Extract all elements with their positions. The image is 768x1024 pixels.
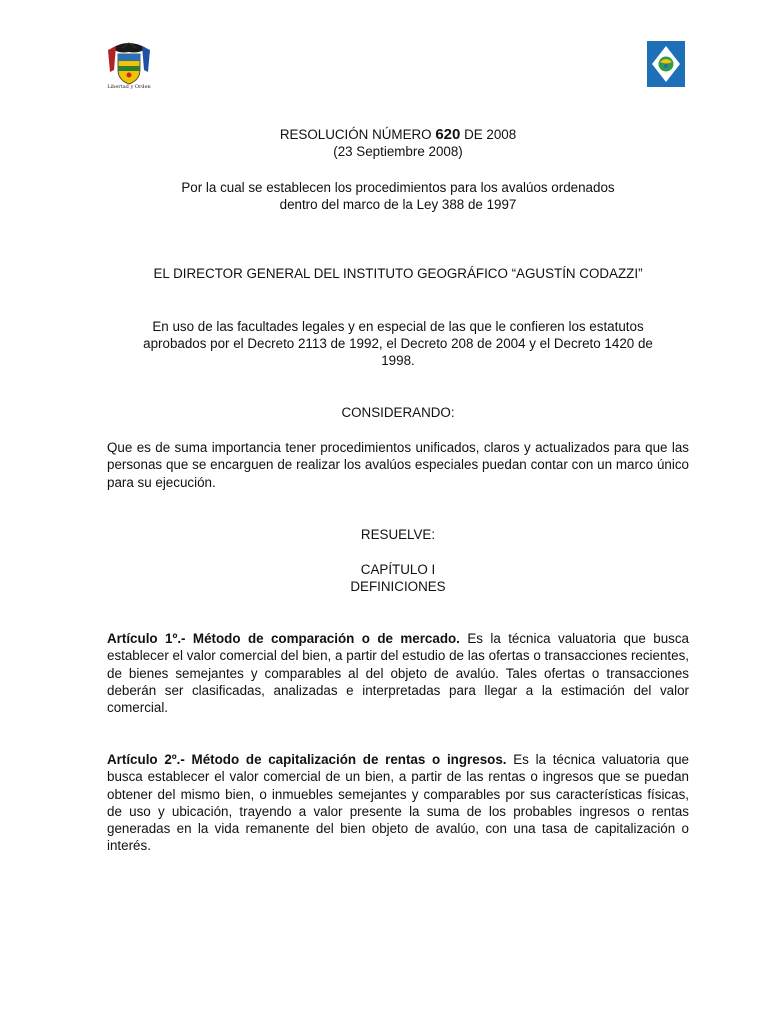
resolution-number: 620 (435, 126, 461, 143)
resolution-date: (23 Septiembre 2008) (333, 144, 463, 159)
subject-line-1: Por la cual se establecen los procedimientos para los avalúos ordenados (181, 180, 615, 195)
director-heading: EL DIRECTOR GENERAL DEL INSTITUTO GEOGRÁFICO “AGUSTÍN CODAZZI” (153, 266, 643, 281)
igac-logo-icon (647, 41, 685, 87)
chapter-number: CAPÍTULO I (360, 562, 436, 577)
chapter-heading (100, 561, 696, 595)
resolution-subject (100, 179, 696, 213)
considerando-heading: CONSIDERANDO: (341, 405, 455, 420)
considerando-paragraph: Que es de suma importancia tener procedimientos unificados, claros y actualizados para que las personas que se encarguen de realizar los avalúos especiales puedan contar con un marco único para su ejecución. (107, 440, 689, 490)
article-heading: Artículo 1º.- Método de comparación o de mercado. (107, 631, 460, 646)
article-1 (107, 630, 689, 716)
resuelve-heading: RESUELVE: (360, 527, 436, 542)
article-2 (107, 751, 689, 855)
powers-line-3: 1998. (381, 353, 415, 368)
title-suffix: DE 2008 (460, 127, 517, 142)
resolution-title (100, 126, 696, 160)
powers-paragraph (100, 318, 696, 369)
article-heading: Artículo 2º.- Método de capitalización de rentas o ingresos. (107, 752, 507, 767)
powers-line-2: aprobados por el Decreto 2113 de 1992, el Decreto 208 de 2004 y el Decreto 1420 de (143, 336, 653, 351)
article-text: Es la técnica valuatoria que busca establecer el valor comercial de un bien, a partir de las rentas o ingresos que se puedan obtener del mismo bien, o inmuebles semejantes y comparables por sus características físicas, de uso y ubicación, trayendo a valor presente la suma de los probables ingresos o rentas generadas en la vida remanente del bien objeto de avalúo, con una tasa de capitalización o interés. (107, 752, 689, 854)
title-prefix: RESOLUCIÓN NÚMERO (279, 127, 436, 142)
chapter-title: DEFINICIONES (350, 579, 446, 594)
emblem-motto: Libertad y Orden (107, 84, 151, 90)
article-text: Es la técnica valuatoria que busca establecer el valor comercial del bien, a partir del estudio de las ofertas o transacciones recientes, de bienes semejantes y comparables al del objeto de avalúo. Tales ofertas o transacciones deberán ser clasificadas, analizadas e interpretadas para llegar a la estimación del valor comercial. (107, 631, 689, 716)
subject-line-2: dentro del marco de la Ley 388 de 1997 (279, 197, 517, 212)
powers-line-1: En uso de las facultades legales y en especial de las que le confieren los estatutos (152, 319, 644, 334)
